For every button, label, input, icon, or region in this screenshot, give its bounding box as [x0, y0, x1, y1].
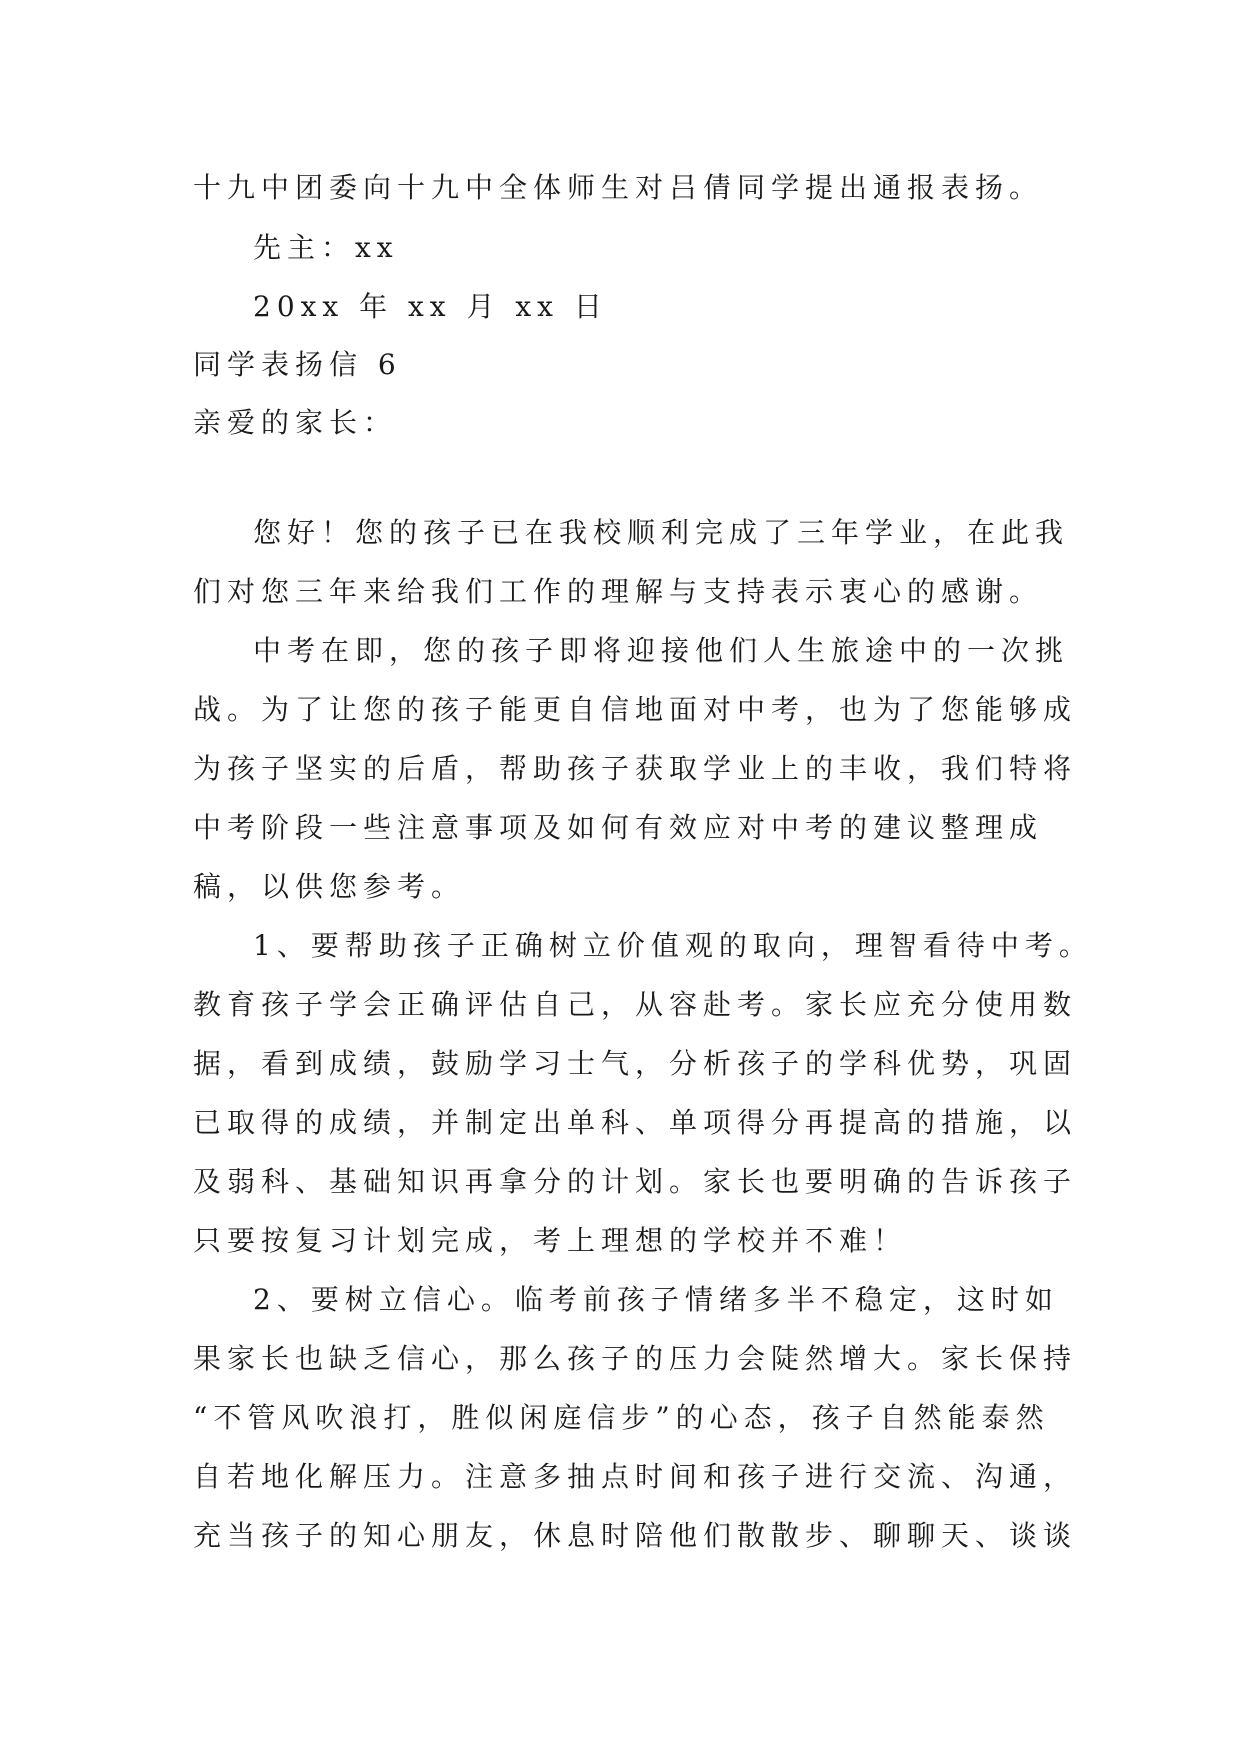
paragraph-line: 已取得的成绩，并制定出单科、单项得分再提高的措施，以 — [193, 1106, 1078, 1139]
paragraph-line: 战。为了让您的孩子能更自信地面对中考，也为了您能够成 — [193, 693, 1078, 726]
salutation: 亲爱的家长： — [193, 406, 398, 439]
paragraph-line: 果家长也缺乏信心，那么孩子的压力会陡然增大。家长保持 — [193, 1342, 1078, 1375]
paragraph-line: 1、要帮助孩子正确树立价值观的取向，理智看待中考。 — [253, 929, 1093, 962]
paragraph-line: 教育孩子学会正确评估自己，从容赴考。家长应充分使用数 — [193, 988, 1078, 1021]
paragraph-line: 2、要树立信心。临考前孩子情绪多半不稳定，这时如 — [253, 1283, 1059, 1316]
paragraph-line: 据，看到成绩，鼓励学习士气，分析孩子的学科优势，巩固 — [193, 1047, 1078, 1080]
date-line: 20xx 年 xx 月 xx 日 — [253, 290, 608, 323]
paragraph-line: 充当孩子的知心朋友，休息时陪他们散散步、聊聊天、谈谈 — [193, 1519, 1078, 1552]
signature: 先主：xx — [253, 231, 399, 264]
paragraph-line: 稿，以供您参考。 — [193, 870, 466, 903]
letter-title: 同学表扬信 6 — [193, 348, 402, 381]
paragraph-line: 只要按复习计划完成，考上理想的学校并不难！ — [193, 1224, 908, 1257]
paragraph-line: 中考在即，您的孩子即将迎接他们人生旅途中的一次挑 — [253, 634, 1070, 667]
paragraph-line: 中考阶段一些注意事项及如何有效应对中考的建议整理成 — [193, 811, 1044, 844]
paragraph-line: 您好！您的孩子已在我校顺利完成了三年学业，在此我 — [253, 516, 1070, 549]
paragraph-line: “不管风吹浪打，胜似闲庭信步”的心态，孩子自然能泰然 — [193, 1401, 1050, 1434]
paragraph-line: 及弱科、基础知识再拿分的计划。家长也要明确的告诉孩子 — [193, 1165, 1078, 1198]
paragraph-line: 自若地化解压力。注意多抽点时间和孩子进行交流、沟通， — [193, 1460, 1078, 1493]
paragraph-line: 为孩子坚实的后盾，帮助孩子获取学业上的丰收，我们特将 — [193, 752, 1078, 785]
paragraph-line: 们对您三年来给我们工作的理解与支持表示衷心的感谢。 — [193, 575, 1044, 608]
closing-line: 十九中团委向十九中全体师生对吕倩同学提出通报表扬。 — [193, 171, 1044, 204]
